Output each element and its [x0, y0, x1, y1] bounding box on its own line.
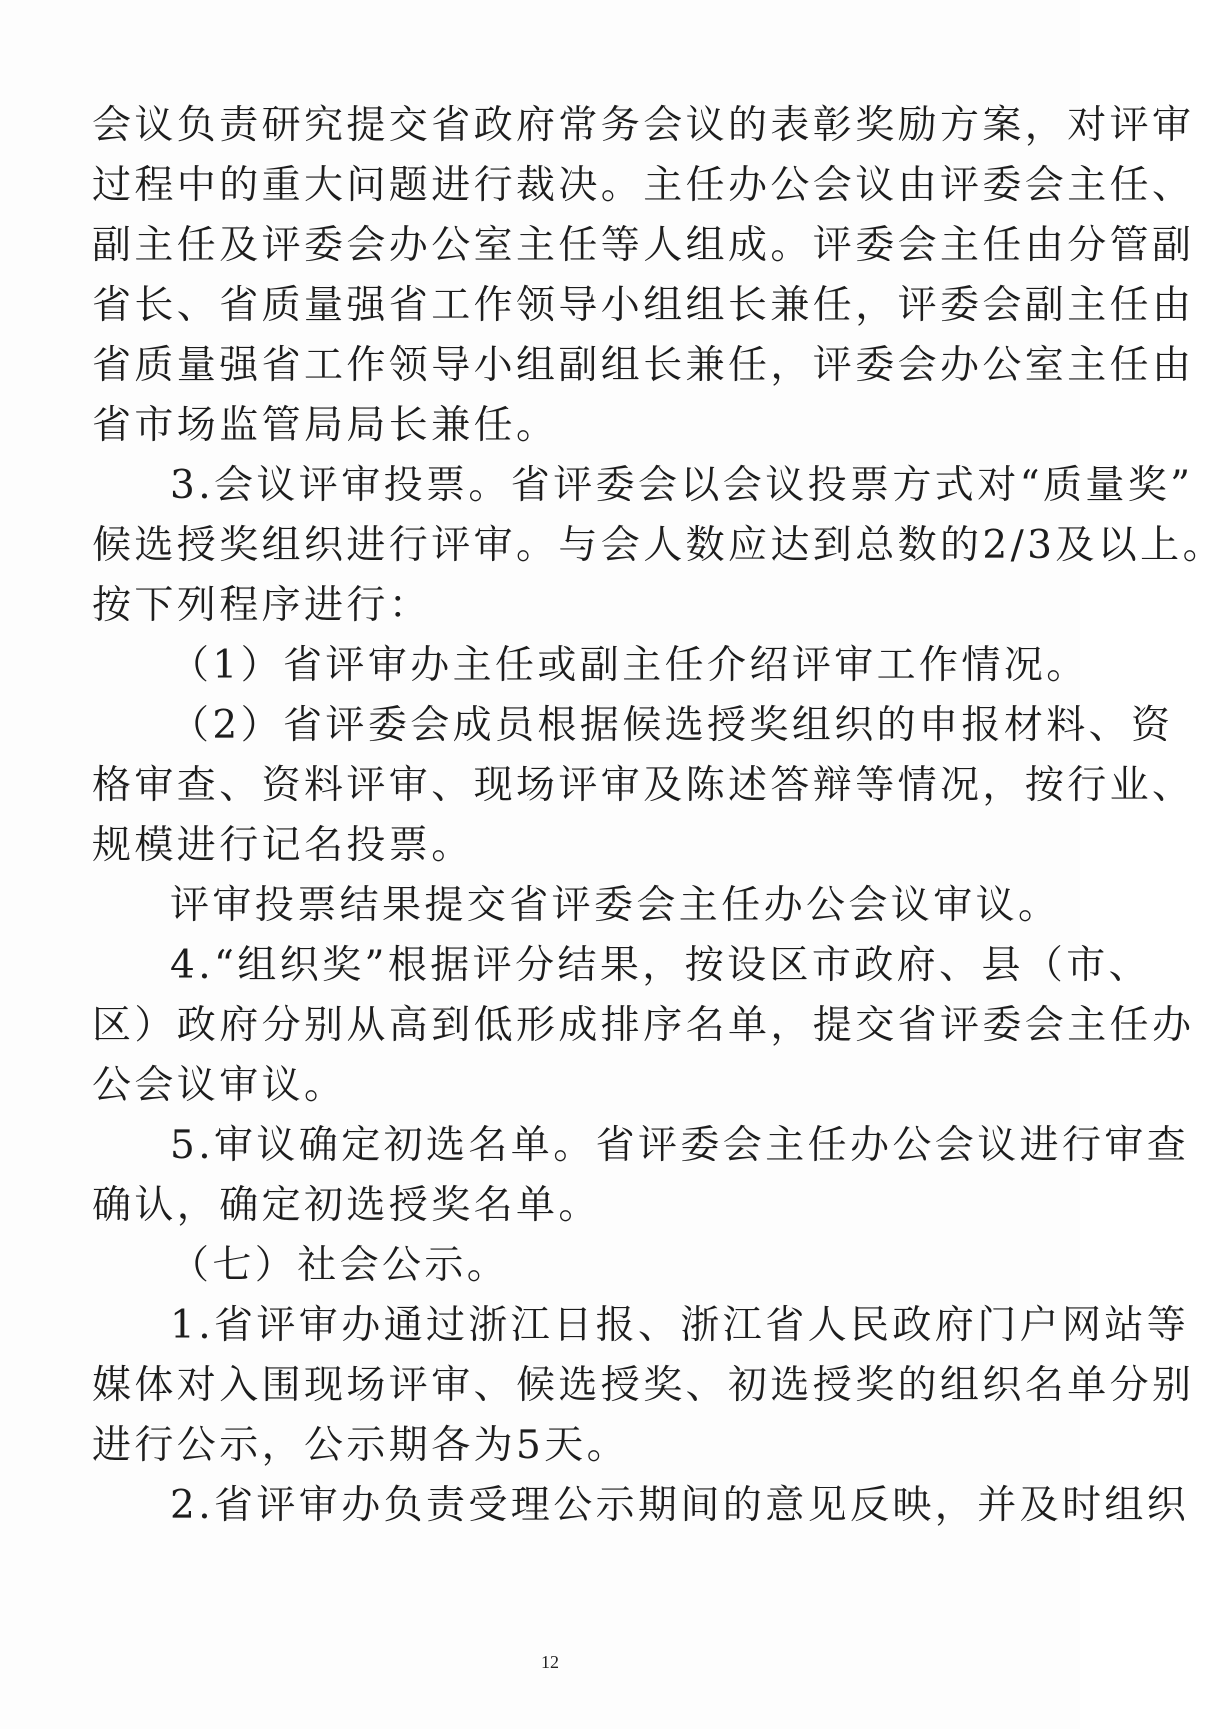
- text-line: 5.审议确定初选名单。省评委会主任办公会议进行审查: [170, 1123, 1190, 1168]
- text-line: 区）政府分别从高到低形成排序名单，提交省评委会主任办: [92, 1003, 1195, 1048]
- text-line: 4.“组织奖”根据评分结果，按设区市政府、县（市、: [170, 943, 1152, 988]
- text-line: 按下列程序进行：: [92, 583, 432, 628]
- text-line: 3.会议评审投票。省评委会以会议投票方式对“质量奖”: [170, 463, 1194, 508]
- text-line: 省市场监管局局长兼任。: [92, 403, 559, 448]
- text-line: 格审查、资料评审、现场评审及陈述答辩等情况，按行业、: [92, 763, 1195, 808]
- text-line: 1.省评审办通过浙江日报、浙江省人民政府门户网站等: [170, 1303, 1190, 1348]
- text-line: 媒体对入围现场评审、候选授奖、初选授奖的组织名单分别: [92, 1363, 1195, 1408]
- text-line: 2.省评审办负责受理公示期间的意见反映，并及时组织: [170, 1483, 1190, 1528]
- text-line: 副主任及评委会办公室主任等人组成。评委会主任由分管副: [92, 223, 1195, 268]
- text-line: 评审投票结果提交省评委会主任办公会议审议。: [170, 883, 1061, 928]
- text-line: 候选授奖组织进行评审。与会人数应达到总数的2/3及以上。: [92, 523, 1225, 568]
- text-line: 省质量强省工作领导小组副组长兼任，评委会办公室主任由: [92, 343, 1195, 388]
- text-line: 进行公示，公示期各为5天。: [92, 1423, 630, 1468]
- text-line: 会议负责研究提交省政府常务会议的表彰奖励方案，对评审: [92, 103, 1195, 148]
- text-line: 过程中的重大问题进行裁决。主任办公会议由评委会主任、: [92, 163, 1195, 208]
- page-number: 12: [541, 1652, 559, 1672]
- text-line: （2）省评委会成员根据候选授奖组织的申报材料、资: [170, 703, 1174, 748]
- text-line: 省长、省质量强省工作领导小组组长兼任，评委会副主任由: [92, 283, 1195, 328]
- text-line: 确认，确定初选授奖名单。: [92, 1183, 601, 1228]
- text-line: 公会议审议。: [92, 1063, 347, 1108]
- section-heading: （七）社会公示。: [170, 1243, 510, 1288]
- text-line: 规模进行记名投票。: [92, 823, 474, 868]
- text-line: （1）省评审办主任或副主任介绍评审工作情况。: [170, 643, 1089, 688]
